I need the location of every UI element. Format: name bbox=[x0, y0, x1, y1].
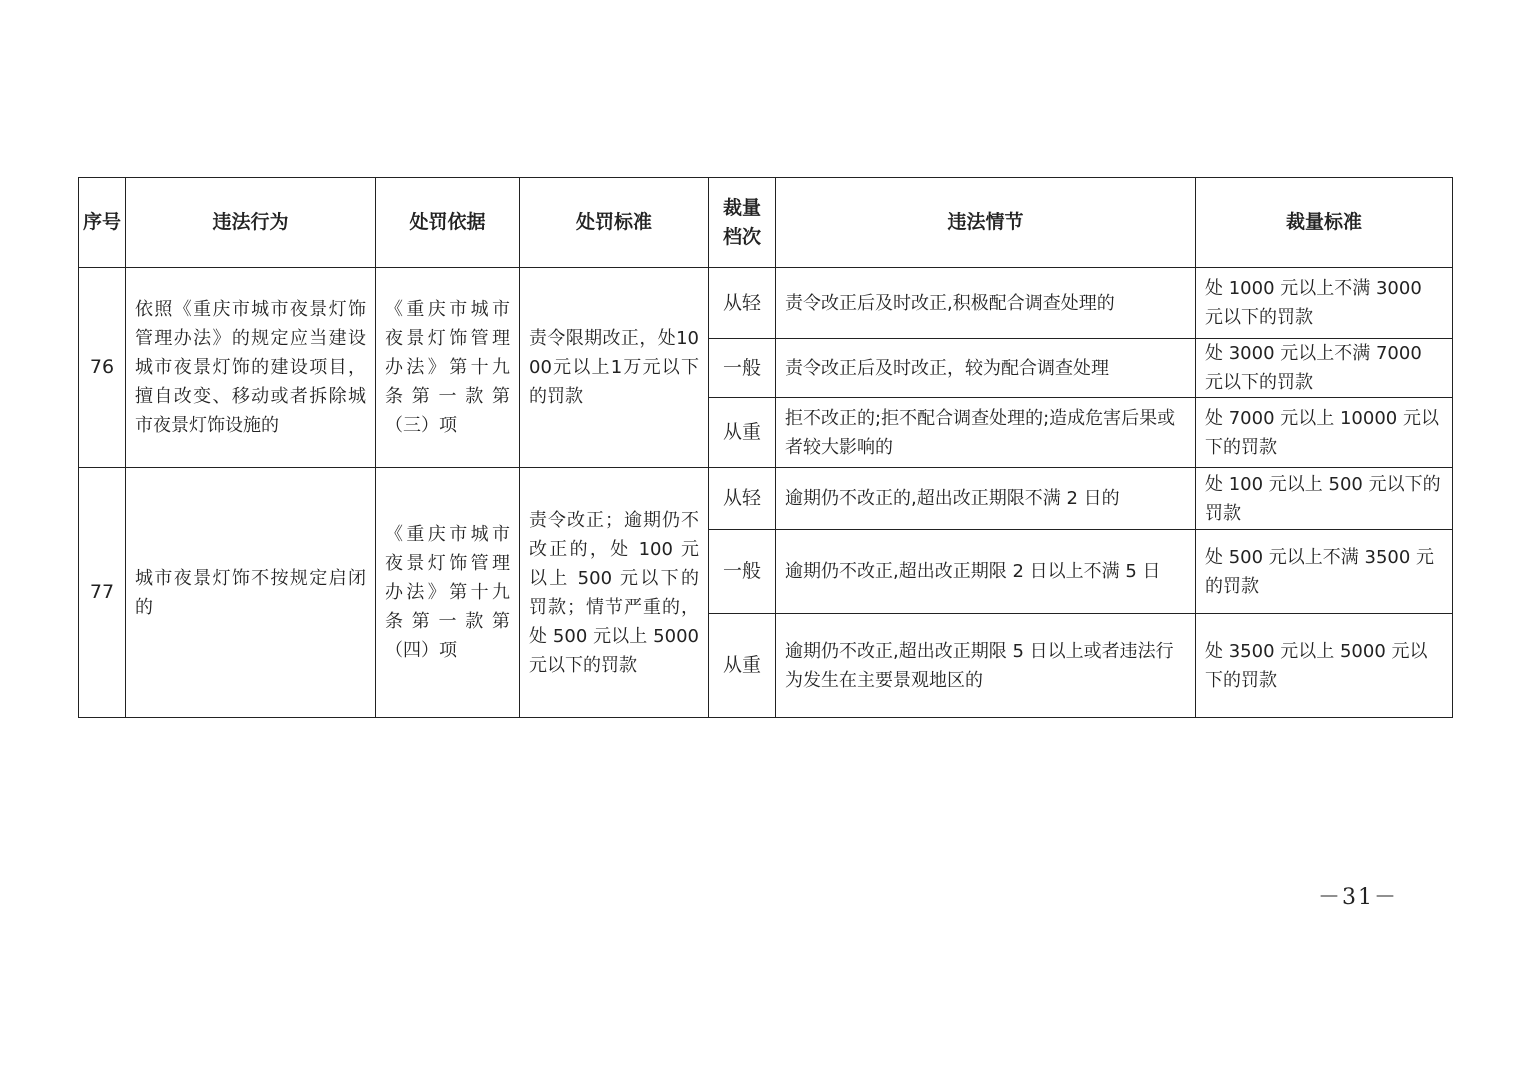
header-standard: 处罚标准 bbox=[520, 178, 709, 268]
header-circumstance: 违法情节 bbox=[776, 178, 1196, 268]
header-discretion: 裁量标准 bbox=[1196, 178, 1453, 268]
circumstance-cell: 拒不改正的;拒不配合调查处理的;造成危害后果或者较大影响的 bbox=[776, 398, 1196, 468]
header-seq: 序号 bbox=[79, 178, 126, 268]
seq-cell: 77 bbox=[79, 468, 126, 718]
table-row bbox=[79, 268, 1453, 339]
discretion-cell: 处 100 元以上 500 元以下的罚款 bbox=[1196, 468, 1453, 530]
act-cell: 依照《重庆市城市夜景灯饰管理办法》的规定应当建设城市夜景灯饰的建设项目，擅自改变、移动或者拆除城市夜景灯饰设施的 bbox=[126, 268, 376, 468]
discretion-cell: 处 1000 元以上不满 3000 元以下的罚款 bbox=[1196, 268, 1453, 339]
discretion-cell: 处 3500 元以上 5000 元以下的罚款 bbox=[1196, 614, 1453, 718]
act-cell: 城市夜景灯饰不按规定启闭的 bbox=[126, 468, 376, 718]
discretion-cell: 处 7000 元以上 10000 元以下的罚款 bbox=[1196, 398, 1453, 468]
circumstance-cell: 逾期仍不改正,超出改正期限 2 日以上不满 5 日 bbox=[776, 530, 1196, 614]
header-level: 裁量档次 bbox=[709, 178, 776, 268]
discretion-cell: 处 500 元以上不满 3500 元的罚款 bbox=[1196, 530, 1453, 614]
circumstance-cell: 逾期仍不改正,超出改正期限 5 日以上或者违法行为发生在主要景观地区的 bbox=[776, 614, 1196, 718]
basis-cell: 《重庆市城市夜景灯饰管理办法》第十九条第一款第（四）项 bbox=[376, 468, 520, 718]
header-act: 违法行为 bbox=[126, 178, 376, 268]
level-cell: 从轻 bbox=[709, 468, 776, 530]
table-row bbox=[79, 468, 1453, 530]
discretion-cell: 处 3000 元以上不满 7000 元以下的罚款 bbox=[1196, 339, 1453, 398]
level-cell: 一般 bbox=[709, 339, 776, 398]
header-basis: 处罚依据 bbox=[376, 178, 520, 268]
penalty-discretion-table bbox=[78, 177, 1453, 718]
level-cell: 一般 bbox=[709, 530, 776, 614]
seq-cell: 76 bbox=[79, 268, 126, 468]
page-number: －31－ bbox=[1318, 885, 1398, 910]
standard-cell: 责令限期改正，处1000元以上1万元以下的罚款 bbox=[520, 268, 709, 468]
level-cell: 从轻 bbox=[709, 268, 776, 339]
standard-cell: 责令改正；逾期仍不改正的，处 100 元以上 500 元以下的罚款；情节严重的，处 500 元以上 5000 元以下的罚款 bbox=[520, 468, 709, 718]
basis-cell: 《重庆市城市夜景灯饰管理办法》第十九条第一款第（三）项 bbox=[376, 268, 520, 468]
level-cell: 从重 bbox=[709, 398, 776, 468]
level-cell: 从重 bbox=[709, 614, 776, 718]
header-row bbox=[79, 178, 1453, 268]
circumstance-cell: 逾期仍不改正的,超出改正期限不满 2 日的 bbox=[776, 468, 1196, 530]
circumstance-cell: 责令改正后及时改正,积极配合调查处理的 bbox=[776, 268, 1196, 339]
circumstance-cell: 责令改正后及时改正，较为配合调查处理 bbox=[776, 339, 1196, 398]
